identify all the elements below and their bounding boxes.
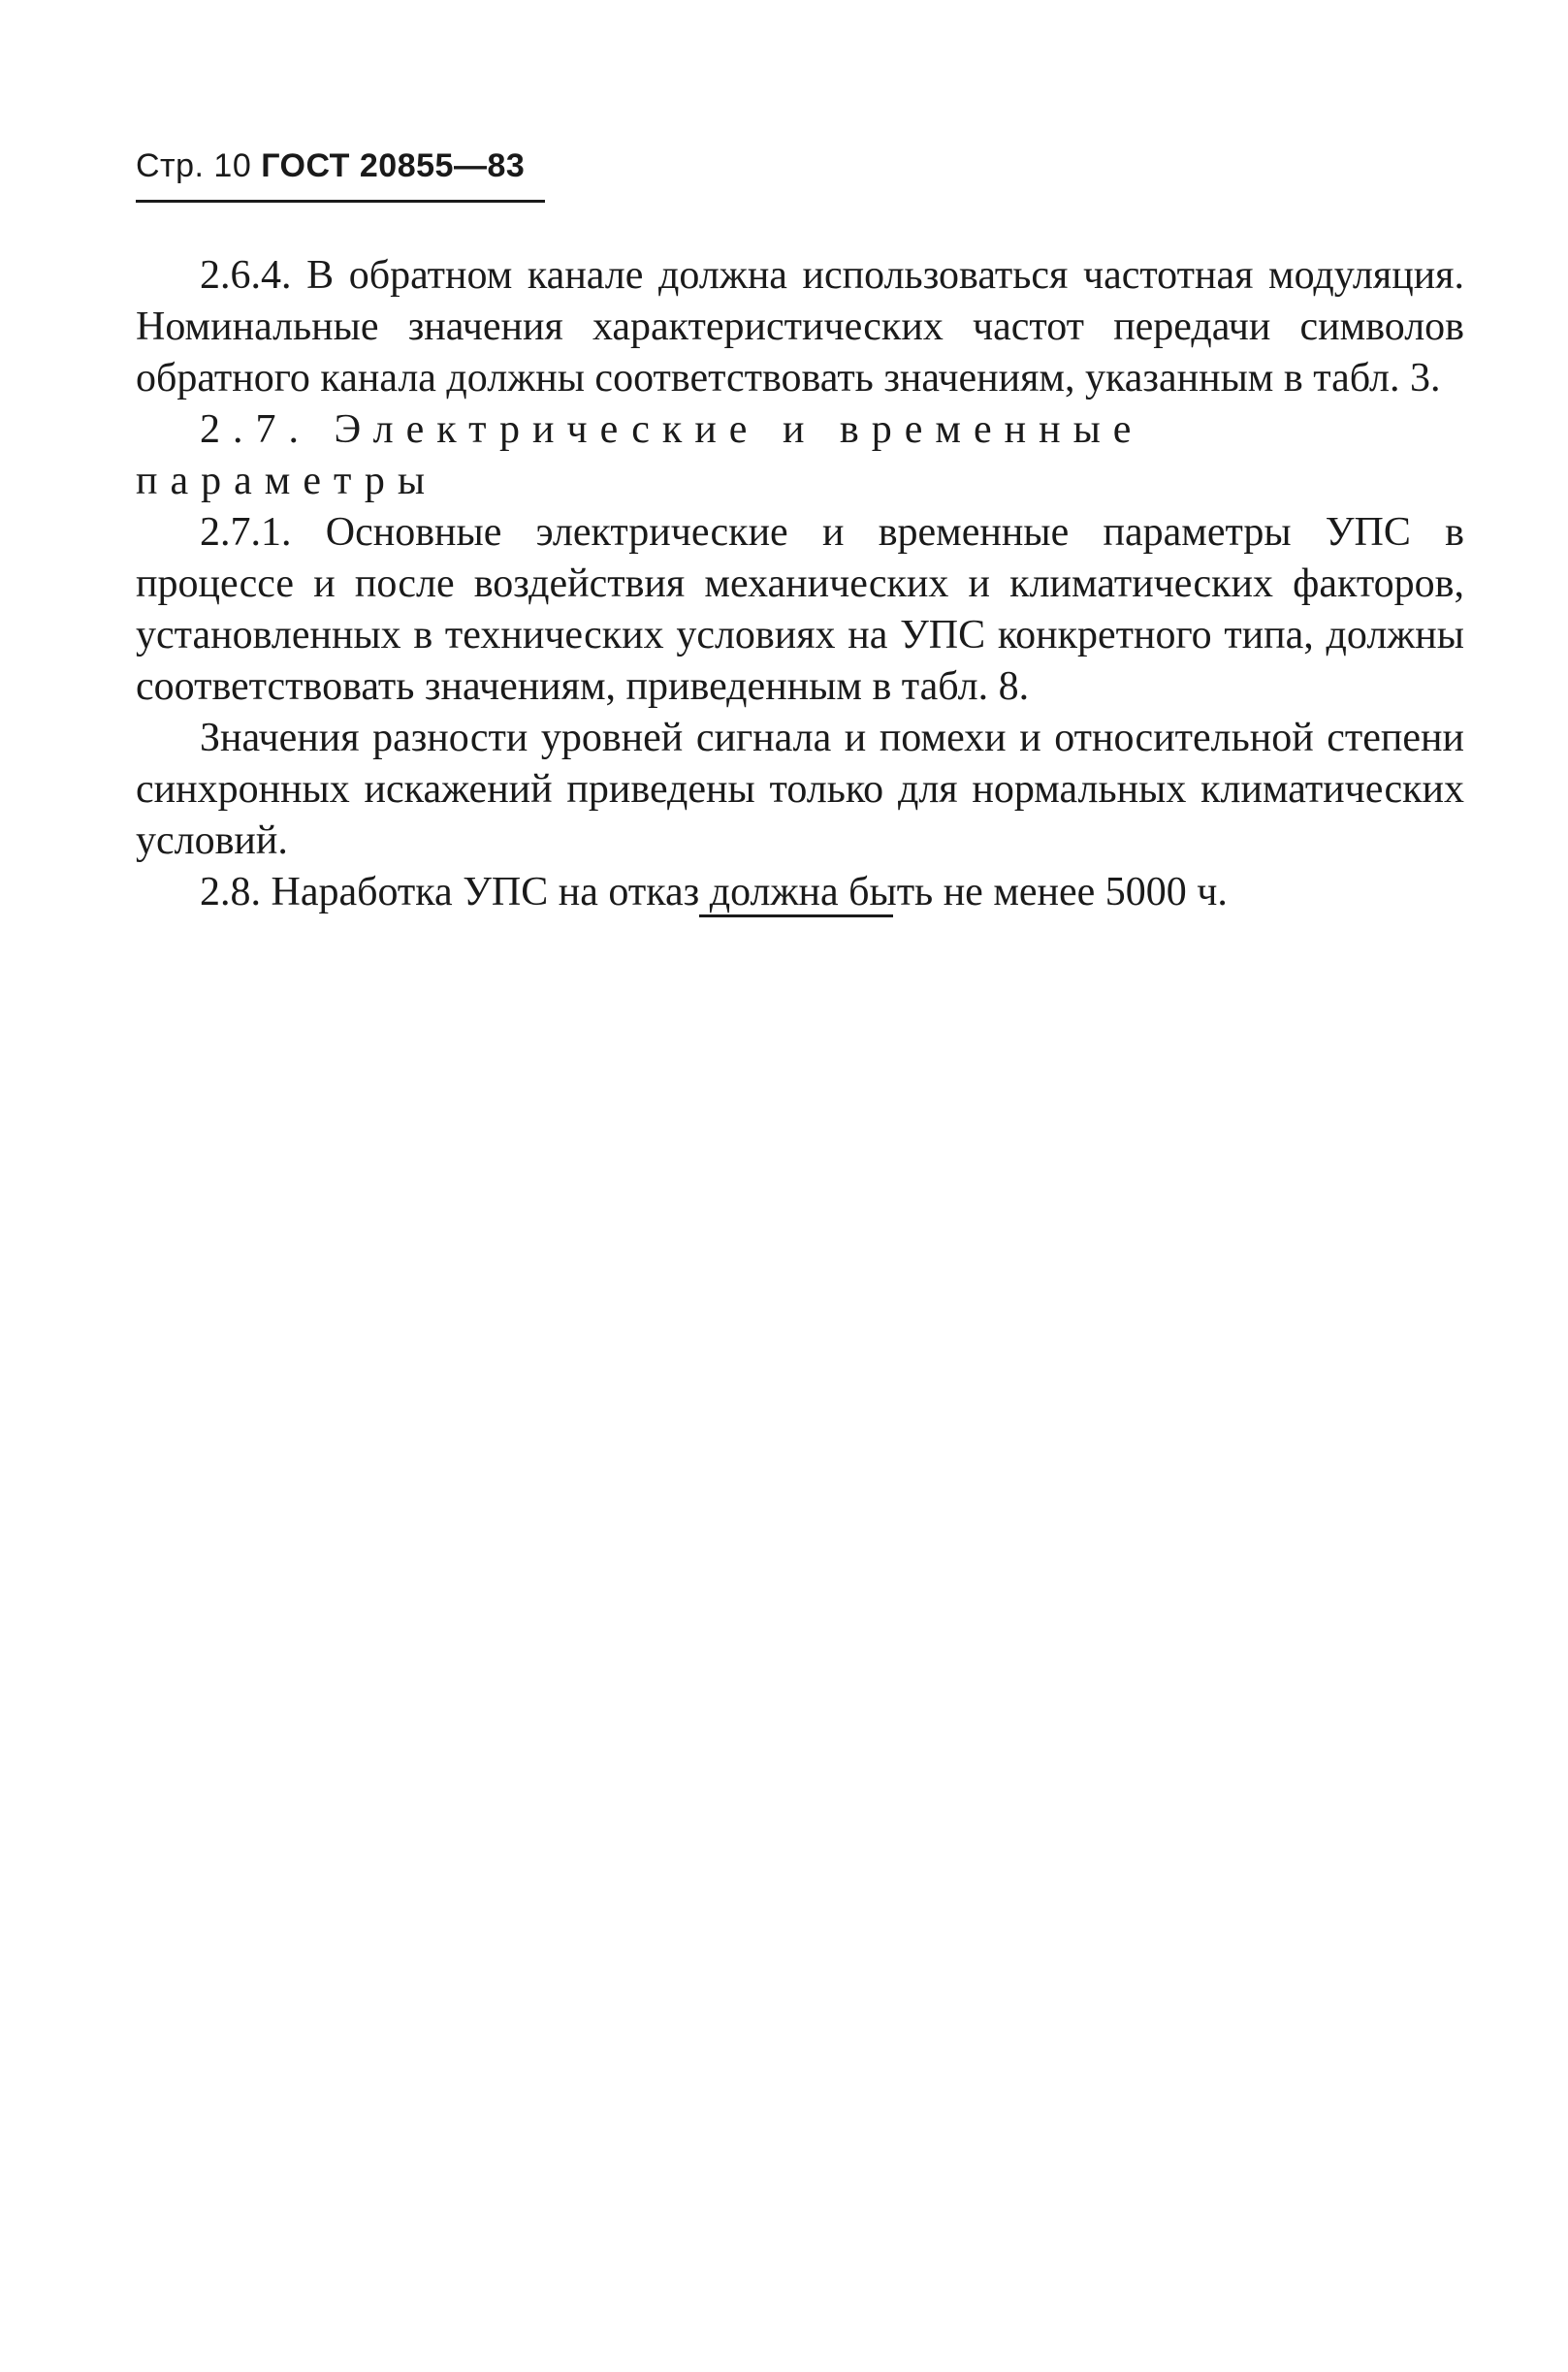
paragraph-2-6-4: 2.6.4. В обратном канале должна использоваться частотная модуляция. Номинальные значения характеристических частот передачи символов обратного канала должны соответствовать значениям, указанным в табл. 3.	[136, 253, 1464, 401]
document-body	[136, 250, 1464, 918]
paragraph-2-7-1: 2.7.1. Основные электрические и временные параметры УПС в процессе и после воздействия механических и климатических факторов, установленных в технических условиях на УПС конкретного типа, должны соответствовать значениям, приведенным в табл. 8.	[136, 510, 1464, 709]
page-header	[136, 147, 525, 185]
paragraph-2-8: 2.8. Наработка УПС на отказ должна быть не менее 5000 ч.	[200, 870, 1228, 914]
header-underline	[136, 200, 545, 203]
page-number: Стр. 10	[136, 147, 252, 184]
section-heading-2-7: 2.7. Электрические и временные параметры	[136, 407, 1144, 503]
standard-code: ГОСТ 20855—83	[261, 147, 526, 184]
end-separator-line	[699, 914, 893, 917]
paragraph-note: Значения разности уровней сигнала и помехи и относительной степени синхронных искажений приведены только для нормальных климатических условий.	[136, 716, 1464, 863]
